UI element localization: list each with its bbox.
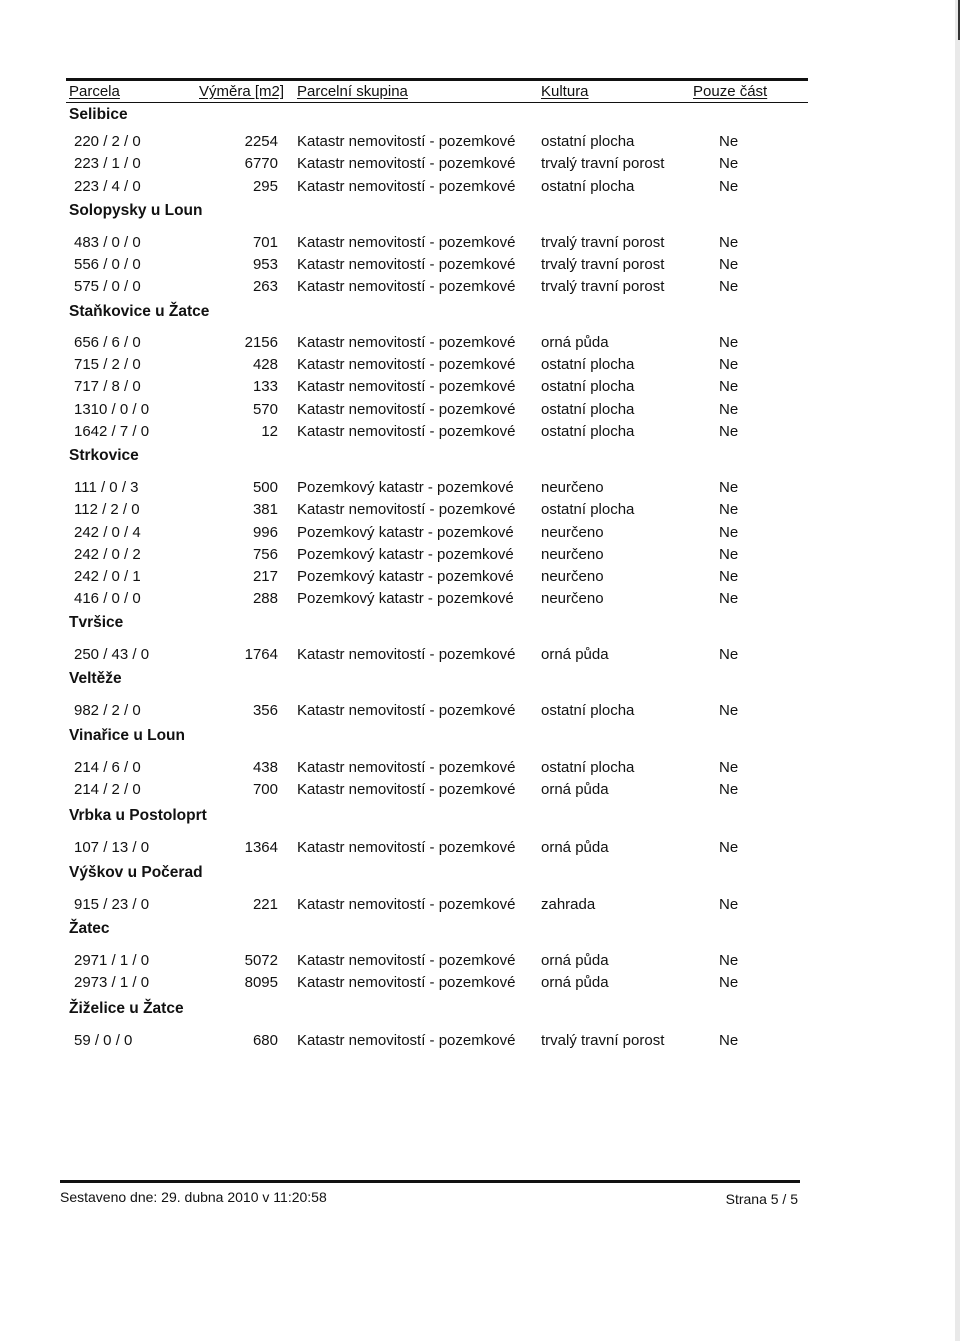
table-row [0, 423, 960, 443]
area-value: 217 [252, 568, 278, 585]
partial-flag: Ne [719, 896, 739, 913]
partial-flag: Ne [719, 256, 739, 273]
land-use: neurčeno [541, 568, 604, 585]
partial-flag: Ne [719, 702, 739, 719]
parcel-number: 223 / 4 / 0 [74, 178, 141, 195]
table-row [0, 546, 960, 566]
page-number: Strana 5 / 5 [725, 1191, 798, 1207]
parcel-group: Katastr nemovitostí - pozemkové [297, 378, 516, 395]
partial-flag: Ne [719, 952, 739, 969]
partial-flag: Ne [719, 546, 739, 563]
area-value: 295 [252, 178, 278, 195]
area-value: 756 [252, 546, 278, 563]
area-value: 221 [252, 896, 278, 913]
cadastral-area-heading: Veltěže [69, 670, 122, 687]
land-use: ostatní plocha [541, 356, 635, 373]
land-use: trvalý travní porost [541, 1032, 665, 1049]
area-value: 428 [252, 356, 278, 373]
table-row [0, 590, 960, 610]
land-use: trvalý travní porost [541, 234, 665, 251]
col-header-parcela: Parcela [69, 83, 120, 100]
land-use: ostatní plocha [541, 702, 635, 719]
parcel-group: Pozemkový katastr - pozemkové [297, 479, 514, 496]
partial-flag: Ne [719, 501, 739, 518]
parcel-group: Katastr nemovitostí - pozemkové [297, 178, 516, 195]
table-row [0, 133, 960, 153]
area-value: 6770 [244, 155, 278, 172]
parcel-number: 111 / 0 / 3 [74, 479, 139, 496]
land-use: neurčeno [541, 546, 604, 563]
parcel-group: Katastr nemovitostí - pozemkové [297, 646, 516, 663]
parcel-group: Katastr nemovitostí - pozemkové [297, 401, 516, 418]
table-row [0, 1032, 960, 1052]
partial-flag: Ne [719, 568, 739, 585]
area-value: 996 [252, 524, 278, 541]
header-top-rule [66, 78, 808, 81]
table-row [0, 702, 960, 722]
col-header-skupina: Parcelní skupina [297, 83, 408, 100]
parcel-group: Katastr nemovitostí - pozemkové [297, 702, 516, 719]
parcel-number: 242 / 0 / 4 [74, 524, 141, 541]
parcel-group: Katastr nemovitostí - pozemkové [297, 234, 516, 251]
table-row [0, 334, 960, 354]
partial-flag: Ne [719, 646, 739, 663]
area-value: 381 [252, 501, 278, 518]
land-use: orná půda [541, 646, 609, 663]
cadastral-area-heading: Strkovice [69, 447, 139, 464]
partial-flag: Ne [719, 378, 739, 395]
parcel-group: Pozemkový katastr - pozemkové [297, 568, 514, 585]
table-row [0, 781, 960, 801]
land-use: ostatní plocha [541, 133, 635, 150]
partial-flag: Ne [719, 590, 739, 607]
parcel-group: Katastr nemovitostí - pozemkové [297, 133, 516, 150]
area-value: 680 [252, 1032, 278, 1049]
compiled-date: Sestaveno dne: 29. dubna 2010 v 11:20:58 [60, 1189, 327, 1205]
parcel-group: Katastr nemovitostí - pozemkové [297, 974, 516, 991]
land-use: neurčeno [541, 590, 604, 607]
table-row [0, 178, 960, 198]
parcel-number: 107 / 13 / 0 [74, 839, 150, 856]
parcel-group: Pozemkový katastr - pozemkové [297, 590, 514, 607]
parcel-group: Katastr nemovitostí - pozemkové [297, 278, 516, 295]
land-use: orná půda [541, 781, 609, 798]
parcel-group: Pozemkový katastr - pozemkové [297, 524, 514, 541]
area-value: 8095 [244, 974, 278, 991]
land-use: ostatní plocha [541, 501, 635, 518]
partial-flag: Ne [719, 423, 739, 440]
cadastral-area-heading: Vrbka u Postoloprt [69, 807, 207, 824]
table-row [0, 952, 960, 972]
land-use: trvalý travní porost [541, 256, 665, 273]
area-value: 12 [261, 423, 278, 440]
parcel-group: Katastr nemovitostí - pozemkové [297, 501, 516, 518]
parcel-number: 656 / 6 / 0 [74, 334, 141, 351]
table-row [0, 356, 960, 376]
area-value: 133 [252, 378, 278, 395]
parcel-number: 220 / 2 / 0 [74, 133, 141, 150]
land-use: trvalý travní porost [541, 155, 665, 172]
parcel-group: Katastr nemovitostí - pozemkové [297, 839, 516, 856]
area-value: 701 [252, 234, 278, 251]
land-use: orná půda [541, 839, 609, 856]
partial-flag: Ne [719, 524, 739, 541]
col-header-pouze-cast: Pouze část [693, 83, 768, 100]
cadastral-area-heading: Selibice [69, 106, 128, 123]
partial-flag: Ne [719, 759, 739, 776]
land-use: zahrada [541, 896, 596, 913]
cadastral-area-heading: Vinařice u Loun [69, 727, 185, 744]
table-row [0, 839, 960, 859]
table-row [0, 479, 960, 499]
land-use: ostatní plocha [541, 378, 635, 395]
table-row [0, 759, 960, 779]
footer-rule [60, 1180, 800, 1183]
parcel-group: Katastr nemovitostí - pozemkové [297, 952, 516, 969]
table-row [0, 155, 960, 175]
partial-flag: Ne [719, 234, 739, 251]
table-row [0, 896, 960, 916]
land-use: ostatní plocha [541, 178, 635, 195]
parcel-number: 2971 / 1 / 0 [74, 952, 150, 969]
partial-flag: Ne [719, 133, 739, 150]
table-row [0, 401, 960, 421]
parcel-number: 250 / 43 / 0 [74, 646, 150, 663]
parcel-group: Katastr nemovitostí - pozemkové [297, 256, 516, 273]
col-header-vymera: Výměra [m2] [199, 83, 285, 100]
parcel-group: Pozemkový katastr - pozemkové [297, 546, 514, 563]
parcel-number: 416 / 0 / 0 [74, 590, 141, 607]
partial-flag: Ne [719, 401, 739, 418]
table-row [0, 568, 960, 588]
parcel-number: 2973 / 1 / 0 [74, 974, 150, 991]
parcel-group: Katastr nemovitostí - pozemkové [297, 423, 516, 440]
parcel-number: 575 / 0 / 0 [74, 278, 141, 295]
parcel-number: 483 / 0 / 0 [74, 234, 141, 251]
area-value: 953 [252, 256, 278, 273]
area-value: 288 [252, 590, 278, 607]
area-value: 356 [252, 702, 278, 719]
parcel-group: Katastr nemovitostí - pozemkové [297, 1032, 516, 1049]
partial-flag: Ne [719, 974, 739, 991]
col-header-kultura: Kultura [541, 83, 589, 100]
table-row [0, 524, 960, 544]
area-value: 438 [252, 759, 278, 776]
area-value: 2156 [244, 334, 278, 351]
land-use: orná půda [541, 974, 609, 991]
header-bottom-rule [66, 102, 808, 103]
table-row [0, 378, 960, 398]
parcel-number: 717 / 8 / 0 [74, 378, 141, 395]
land-use: ostatní plocha [541, 759, 635, 776]
table-row [0, 974, 960, 994]
parcel-number: 242 / 0 / 2 [74, 546, 141, 563]
partial-flag: Ne [719, 839, 739, 856]
land-use: ostatní plocha [541, 423, 635, 440]
parcel-number: 242 / 0 / 1 [74, 568, 141, 585]
partial-flag: Ne [719, 356, 739, 373]
partial-flag: Ne [719, 155, 739, 172]
cadastral-area-heading: Výškov u Počerad [69, 864, 203, 881]
partial-flag: Ne [719, 334, 739, 351]
cadastral-area-heading: Solopysky u Loun [69, 202, 203, 219]
partial-flag: Ne [719, 781, 739, 798]
land-use: neurčeno [541, 479, 604, 496]
table-row [0, 278, 960, 298]
land-use: orná půda [541, 334, 609, 351]
area-value: 5072 [244, 952, 278, 969]
parcel-number: 982 / 2 / 0 [74, 702, 141, 719]
cadastral-area-heading: Tvršice [69, 614, 124, 631]
area-value: 2254 [244, 133, 278, 150]
parcel-number: 715 / 2 / 0 [74, 356, 141, 373]
parcel-group: Katastr nemovitostí - pozemkové [297, 759, 516, 776]
parcel-group: Katastr nemovitostí - pozemkové [297, 155, 516, 172]
cadastral-area-heading: Žatec [69, 920, 110, 937]
parcel-number: 214 / 2 / 0 [74, 781, 141, 798]
parcel-number: 1310 / 0 / 0 [74, 401, 150, 418]
land-use: orná půda [541, 952, 609, 969]
area-value: 263 [252, 278, 278, 295]
area-value: 1364 [244, 839, 278, 856]
parcel-number: 59 / 0 / 0 [74, 1032, 133, 1049]
land-use: trvalý travní porost [541, 278, 665, 295]
parcel-group: Katastr nemovitostí - pozemkové [297, 896, 516, 913]
parcel-group: Katastr nemovitostí - pozemkové [297, 356, 516, 373]
parcel-group: Katastr nemovitostí - pozemkové [297, 781, 516, 798]
partial-flag: Ne [719, 1032, 739, 1049]
parcel-number: 112 / 2 / 0 [74, 501, 140, 518]
land-use: neurčeno [541, 524, 604, 541]
parcel-group: Katastr nemovitostí - pozemkové [297, 334, 516, 351]
table-row [0, 234, 960, 254]
parcel-number: 223 / 1 / 0 [74, 155, 141, 172]
table-row [0, 501, 960, 521]
table-row [0, 256, 960, 276]
cadastral-area-heading: Staňkovice u Žatce [69, 303, 210, 320]
cadastral-area-heading: Žiželice u Žatce [69, 1000, 184, 1017]
scan-edge [955, 0, 960, 1341]
parcel-number: 214 / 6 / 0 [74, 759, 141, 776]
table-row [0, 646, 960, 666]
parcel-number: 556 / 0 / 0 [74, 256, 141, 273]
area-value: 700 [252, 781, 278, 798]
partial-flag: Ne [719, 479, 739, 496]
area-value: 570 [252, 401, 278, 418]
partial-flag: Ne [719, 178, 739, 195]
parcel-number: 1642 / 7 / 0 [74, 423, 150, 440]
land-use: ostatní plocha [541, 401, 635, 418]
area-value: 1764 [244, 646, 278, 663]
parcel-number: 915 / 23 / 0 [74, 896, 150, 913]
partial-flag: Ne [719, 278, 739, 295]
area-value: 500 [252, 479, 278, 496]
